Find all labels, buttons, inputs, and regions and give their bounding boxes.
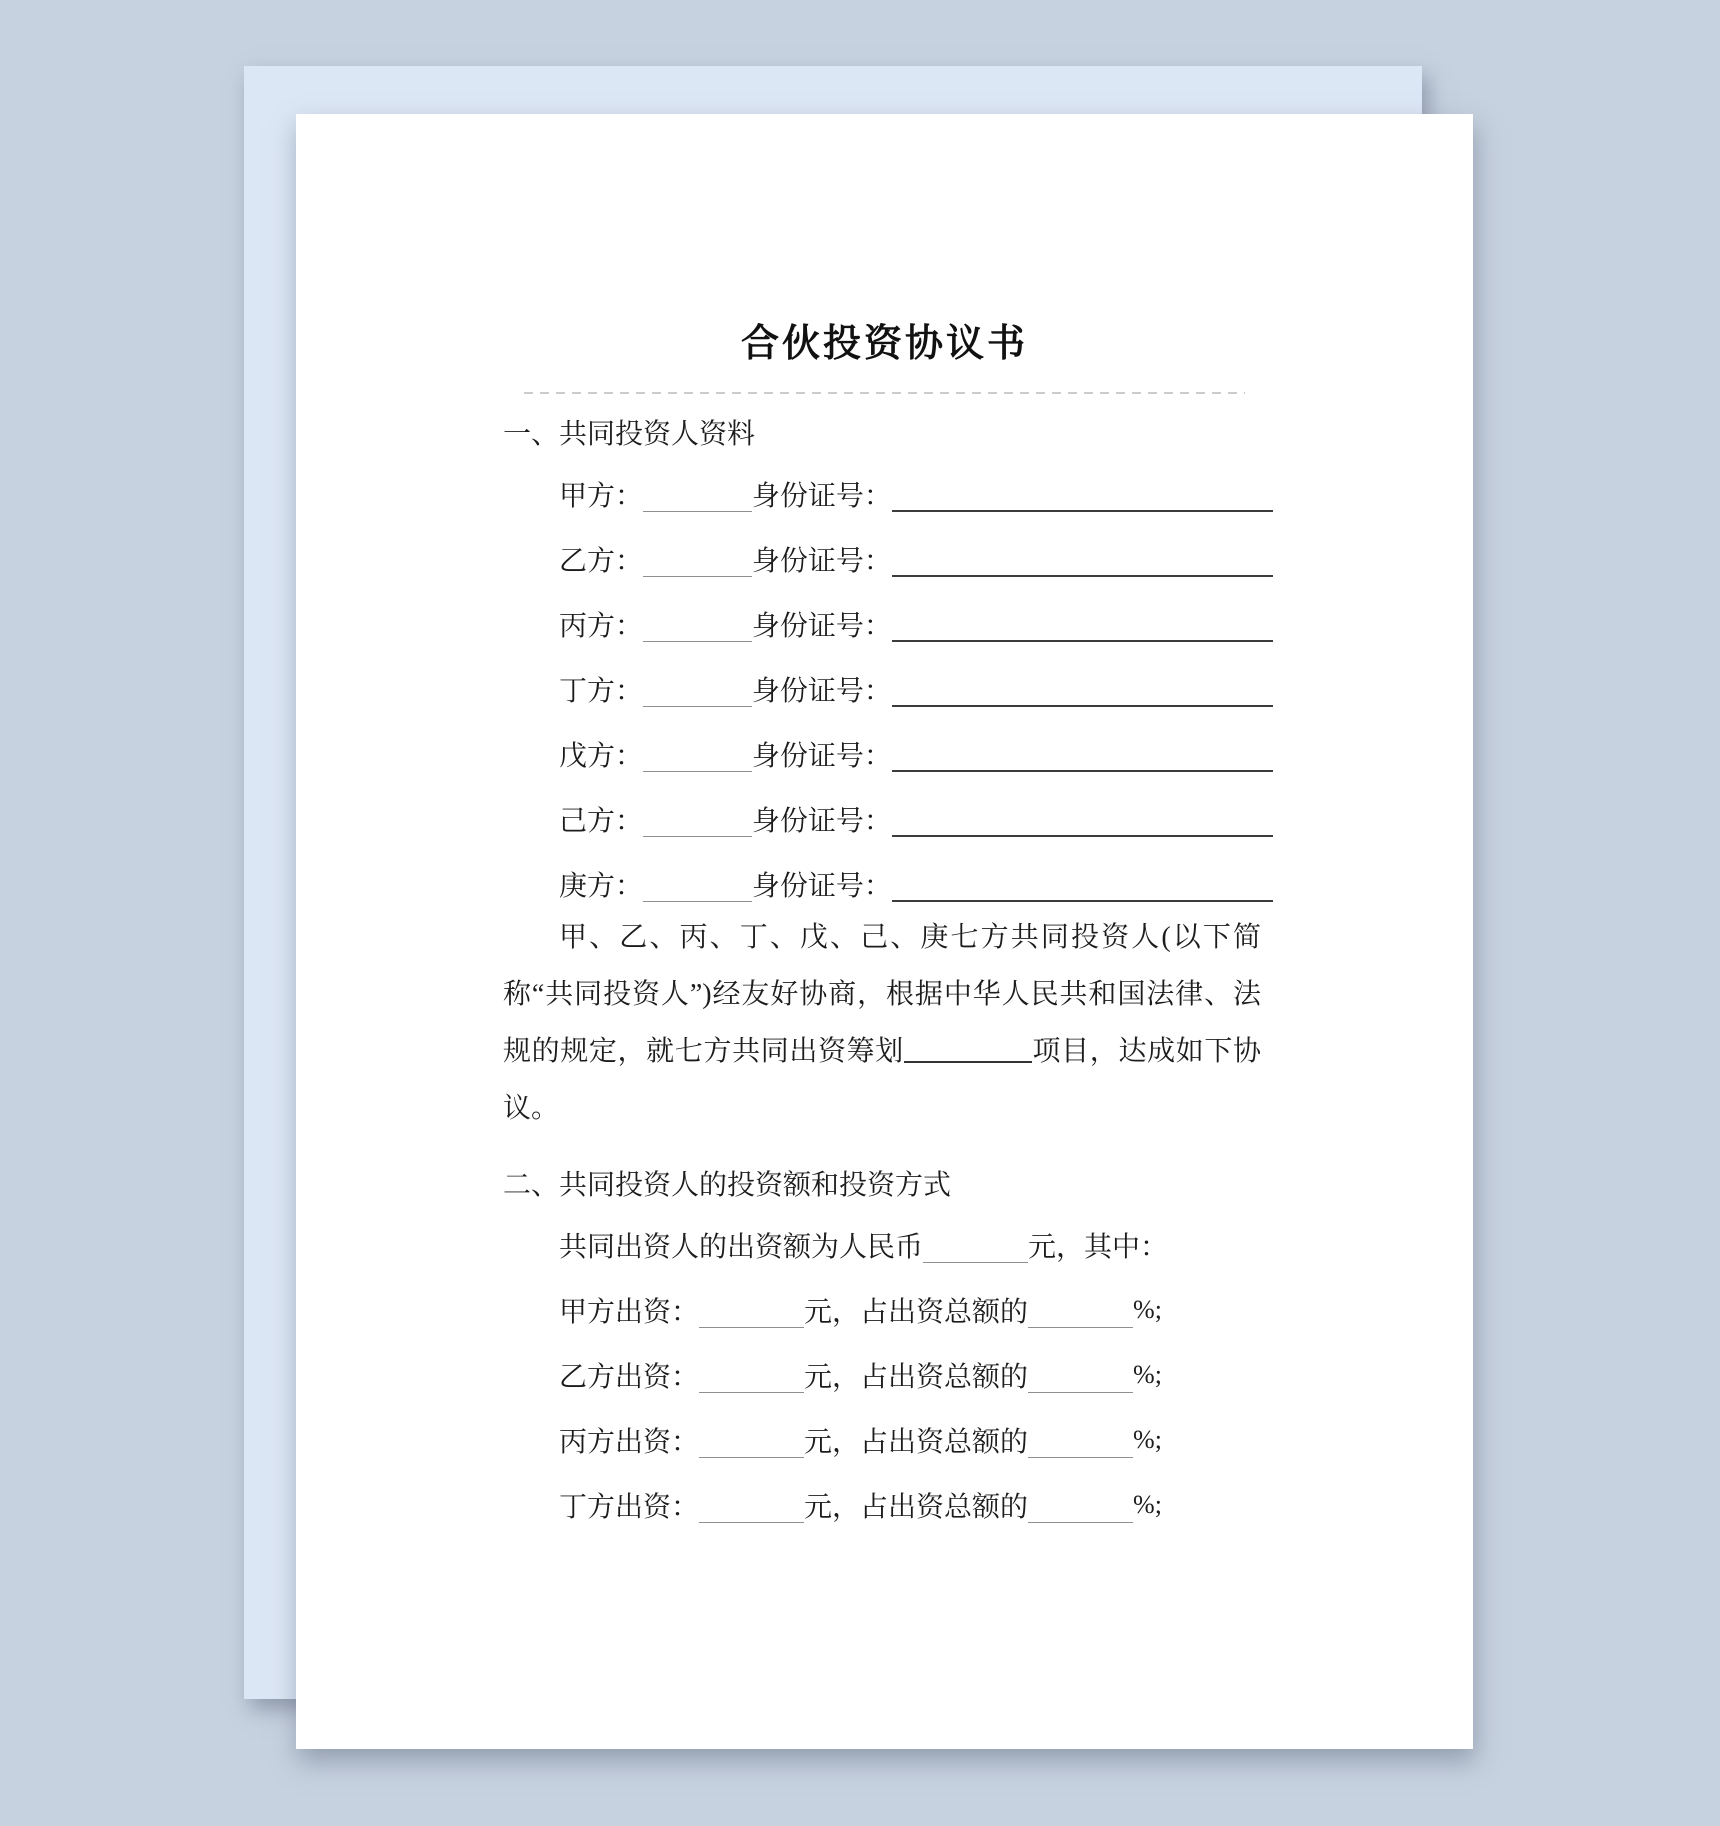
percent-blank [1028,1389,1133,1393]
percent-suffix: %; [1133,1359,1162,1389]
party-row [503,721,1273,786]
id-number-blank [892,638,1273,642]
project-name-blank [904,1059,1032,1063]
contribution-mid-label: 元，占出资总额的 [804,1296,1029,1328]
id-label: 身份证号： [751,805,892,837]
id-label: 身份证号： [751,870,892,902]
intro-after-blank: 项目，达成如下协议。 [503,1036,1261,1124]
percent-blank [1028,1454,1133,1458]
intro-paragraph [503,909,1261,1137]
id-label: 身份证号： [751,740,892,772]
percent-suffix: %; [1133,1424,1162,1454]
id-number-blank [892,768,1273,772]
total-amount-blank [923,1259,1028,1263]
party-label: 己方： [559,805,644,837]
total-before-blank: 共同出资人的出资额为人民币 [559,1231,924,1263]
party-row [503,461,1273,526]
party-name-blank [643,573,752,577]
contributor-label: 丁方出资： [559,1491,700,1523]
party-name-blank [643,508,752,512]
party-label: 庚方： [559,870,644,902]
id-number-blank [892,898,1273,902]
percent-blank [1028,1324,1133,1328]
total-after-blank: 元，其中： [1028,1231,1169,1263]
id-number-blank [892,833,1273,837]
party-row [503,786,1273,851]
contribution-row [503,1407,1283,1472]
contributor-label: 甲方出资： [559,1296,700,1328]
intro-before-blank: 甲、乙、丙、丁、戊、己、庚七方共同投资人(以下简称“共同投资人”)经友好协商，根据中华人民共和国法律、法规的规定，就七方共同出资筹划 [503,922,1261,1067]
percent-suffix: %; [1133,1489,1162,1519]
contribution-row [503,1472,1283,1537]
id-label: 身份证号： [751,675,892,707]
percent-suffix: %; [1133,1294,1162,1324]
section-one-heading: 一、共同投资人资料 [503,419,756,450]
section-two-heading: 二、共同投资人的投资额和投资方式 [503,1170,952,1201]
amount-blank [699,1454,804,1458]
contribution-mid-label: 元，占出资总额的 [804,1426,1029,1458]
contribution-row [503,1342,1283,1407]
percent-blank [1028,1519,1133,1523]
party-name-blank [643,768,752,772]
id-number-blank [892,703,1273,707]
contribution-mid-label: 元，占出资总额的 [804,1361,1029,1393]
party-row [503,591,1273,656]
contribution-mid-label: 元，占出资总额的 [804,1491,1029,1523]
id-number-blank [892,573,1273,577]
contribution-row [503,1277,1283,1342]
party-rows [503,461,1273,916]
party-row [503,656,1273,721]
document-title: 合伙投资协议书 [740,323,1028,365]
contributor-label: 乙方出资： [559,1361,700,1393]
amount-blank [699,1324,804,1328]
party-name-blank [643,703,752,707]
amount-blank [699,1519,804,1523]
party-label: 丁方： [559,675,644,707]
party-label: 戊方： [559,740,644,772]
dashed-divider [524,392,1245,394]
party-label: 乙方： [559,545,644,577]
party-label: 丙方： [559,610,644,642]
party-name-blank [643,833,752,837]
party-name-blank [643,638,752,642]
total-amount-row [503,1212,1283,1277]
document-page [296,114,1473,1749]
party-name-blank [643,898,752,902]
party-label: 甲方： [559,480,644,512]
id-label: 身份证号： [751,480,892,512]
id-label: 身份证号： [751,610,892,642]
contributor-label: 丙方出资： [559,1426,700,1458]
id-label: 身份证号： [751,545,892,577]
party-row [503,526,1273,591]
party-row [503,851,1273,916]
id-number-blank [892,508,1273,512]
amount-blank [699,1389,804,1393]
contribution-rows [503,1212,1283,1537]
